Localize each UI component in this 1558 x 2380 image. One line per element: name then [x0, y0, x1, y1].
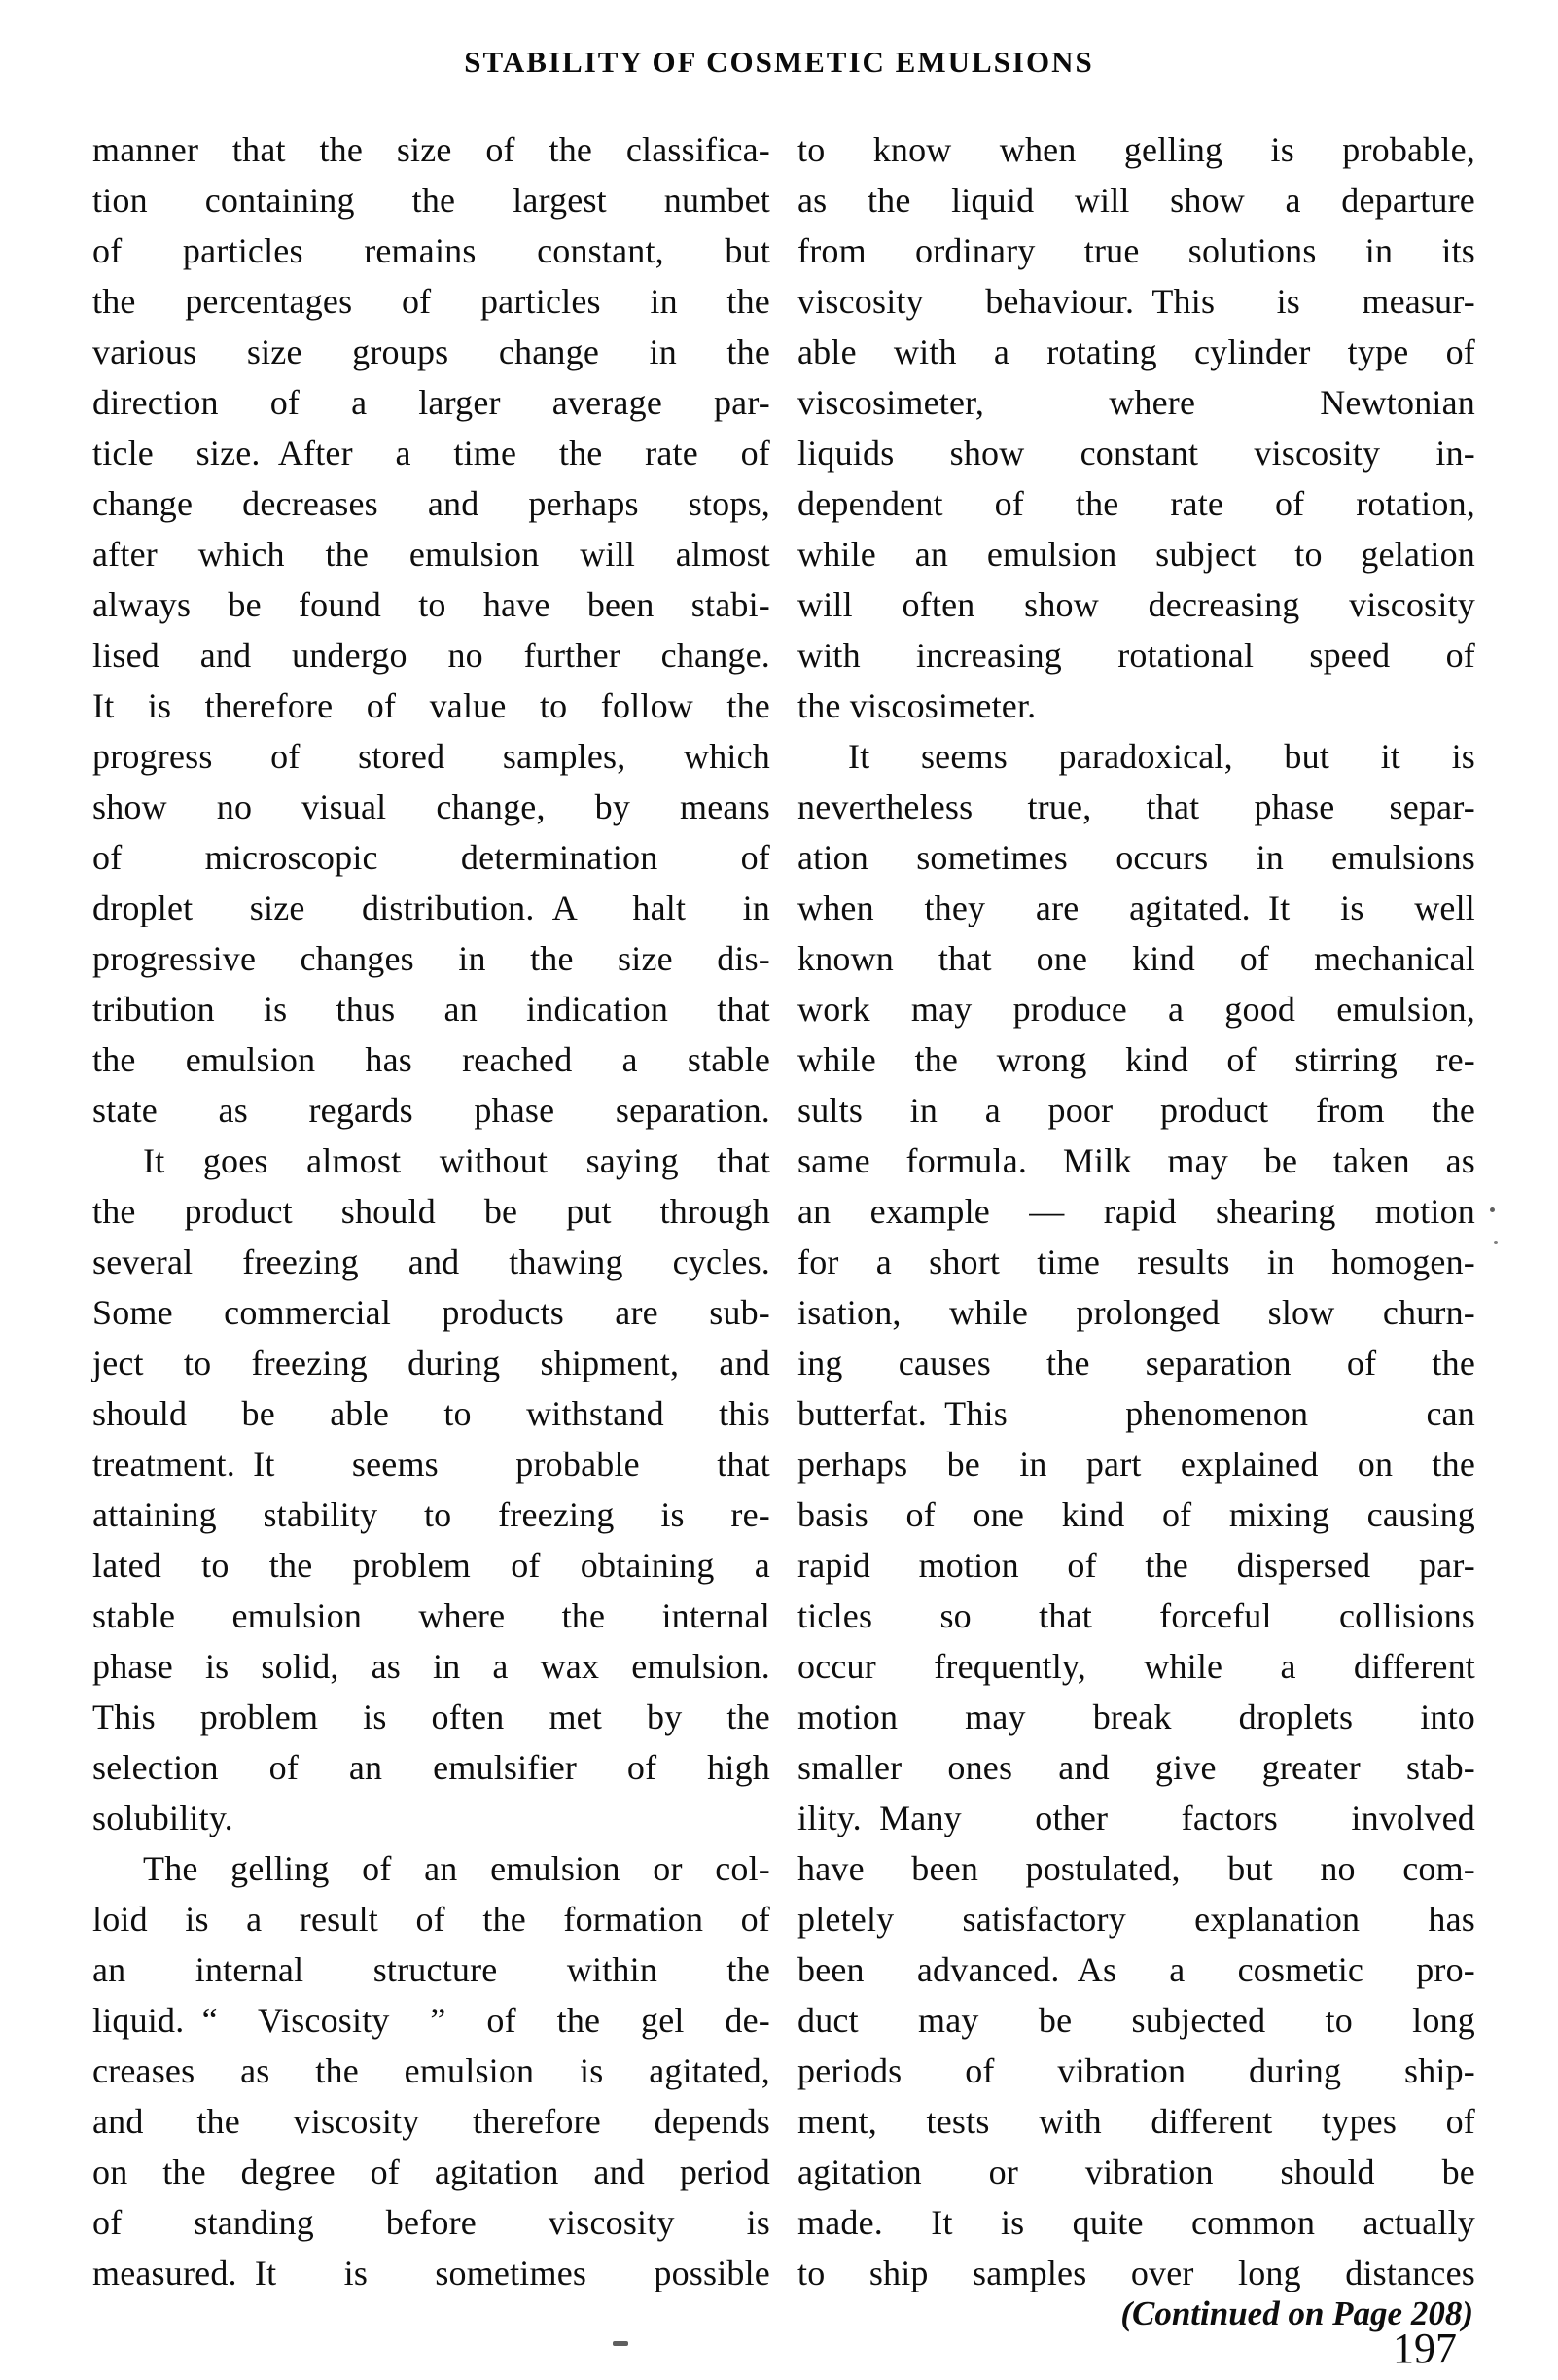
- text-line: for a short time results in homogen-: [797, 1242, 1475, 1281]
- text-line: progressive changes in the size dis-: [92, 939, 770, 978]
- text-line: pletely satisfactory explanation has: [797, 1900, 1475, 1939]
- text-line: always be found to have been stabi-: [92, 585, 770, 624]
- text-line: tribution is thus an indication that: [92, 990, 770, 1029]
- text-line: able with a rotating cylinder type of: [797, 332, 1475, 371]
- text-line: solubility.: [92, 1799, 233, 1838]
- text-line: phase is solid, as in a wax emulsion.: [92, 1647, 770, 1686]
- text-line: It seems paradoxical, but it is: [848, 737, 1475, 776]
- text-line: duct may be subjected to long: [797, 2001, 1475, 2040]
- text-line: to ship samples over long distances: [797, 2254, 1475, 2292]
- text-line: change decreases and perhaps stops,: [92, 484, 770, 523]
- scan-artifact: [1494, 1241, 1498, 1244]
- text-line: to know when gelling is probable,: [797, 130, 1475, 169]
- text-line: of standing before viscosity is: [92, 2203, 770, 2242]
- text-line: ticles so that forceful collisions: [797, 1596, 1475, 1635]
- text-line: lised and undergo no further change.: [92, 636, 770, 675]
- text-line: state as regards phase separation.: [92, 1091, 770, 1130]
- text-line: the viscosimeter.: [797, 686, 1037, 725]
- text-line: same formula. Milk may be taken as: [797, 1141, 1475, 1180]
- text-line: agitation or vibration should be: [797, 2152, 1475, 2191]
- text-line: smaller ones and give greater stab-: [797, 1748, 1475, 1787]
- text-line: have been postulated, but no com-: [797, 1849, 1475, 1888]
- text-line: ject to freezing during shipment, and: [92, 1344, 770, 1382]
- text-line: stable emulsion where the internal: [92, 1596, 770, 1635]
- text-line: liquids show constant viscosity in-: [797, 434, 1475, 472]
- text-line: sults in a poor product from the: [797, 1091, 1475, 1130]
- text-line: the emulsion has reached a stable: [92, 1040, 770, 1079]
- text-line: of microscopic determination of: [92, 838, 770, 877]
- scan-artifact: [1490, 1208, 1495, 1212]
- text-line: attaining stability to freezing is re-: [92, 1495, 770, 1534]
- right-column: [797, 124, 1475, 2298]
- text-line: on the degree of agitation and period: [92, 2152, 770, 2191]
- text-line: progress of stored samples, which: [92, 737, 770, 776]
- scan-artifact: [613, 2341, 628, 2346]
- page-number: 197: [1393, 2325, 1457, 2372]
- text-line: ing causes the separation of the: [797, 1344, 1475, 1382]
- text-line: work may produce a good emulsion,: [797, 990, 1475, 1029]
- text-line: perhaps be in part explained on the: [797, 1445, 1475, 1484]
- text-line: periods of vibration during ship-: [797, 2051, 1475, 2090]
- text-line: from ordinary true solutions in its: [797, 231, 1475, 270]
- text-line: known that one kind of mechanical: [797, 939, 1475, 978]
- text-line: as the liquid will show a departure: [797, 181, 1475, 220]
- text-line: liquid. “ Viscosity ” of the gel de-: [92, 2001, 770, 2040]
- text-line: manner that the size of the classifica-: [92, 130, 770, 169]
- text-line: ation sometimes occurs in emulsions: [797, 838, 1475, 877]
- text-line: while the wrong kind of stirring re-: [797, 1040, 1475, 1079]
- text-line: rapid motion of the dispersed par-: [797, 1546, 1475, 1585]
- text-line: and the viscosity therefore depends: [92, 2102, 770, 2141]
- text-line: Some commercial products are sub-: [92, 1293, 770, 1332]
- text-line: lated to the problem of obtaining a: [92, 1546, 770, 1585]
- text-line: butterfat. This phenomenon can: [797, 1394, 1475, 1433]
- text-line: measured. It is sometimes possible: [92, 2254, 770, 2292]
- page-title: STABILITY OF COSMETIC EMULSIONS: [464, 45, 1094, 79]
- text-line: nevertheless true, that phase separ-: [797, 788, 1475, 826]
- text-line: made. It is quite common actually: [797, 2203, 1475, 2242]
- text-line: tion containing the largest numbet: [92, 181, 770, 220]
- text-line: viscosimeter, where Newtonian: [797, 383, 1475, 422]
- text-line: show no visual change, by means: [92, 788, 770, 826]
- text-line: should be able to withstand this: [92, 1394, 770, 1433]
- text-line: with increasing rotational speed of: [797, 636, 1475, 675]
- text-line: an internal structure within the: [92, 1950, 770, 1989]
- text-line: The gelling of an emulsion or col-: [143, 1849, 770, 1888]
- text-line: This problem is often met by the: [92, 1698, 770, 1736]
- text-line: droplet size distribution. A halt in: [92, 889, 770, 928]
- text-line: It goes almost without saying that: [143, 1141, 770, 1180]
- text-line: loid is a result of the formation of: [92, 1900, 770, 1939]
- text-line: while an emulsion subject to gelation: [797, 535, 1475, 574]
- text-line: will often show decreasing viscosity: [797, 585, 1475, 624]
- text-line: after which the emulsion will almost: [92, 535, 770, 574]
- text-line: motion may break droplets into: [797, 1698, 1475, 1736]
- text-line: ility. Many other factors involved: [797, 1799, 1475, 1838]
- text-line: several freezing and thawing cycles.: [92, 1242, 770, 1281]
- text-line: been advanced. As a cosmetic pro-: [797, 1950, 1475, 1989]
- text-line: various size groups change in the: [92, 332, 770, 371]
- text-line: ment, tests with different types of: [797, 2102, 1475, 2141]
- text-line: of particles remains constant, but: [92, 231, 770, 270]
- text-line: dependent of the rate of rotation,: [797, 484, 1475, 523]
- text-line: basis of one kind of mixing causing: [797, 1495, 1475, 1534]
- text-line: isation, while prolonged slow churn-: [797, 1293, 1475, 1332]
- text-line: occur frequently, while a different: [797, 1647, 1475, 1686]
- continued-note: (Continued on Page 208): [1120, 2294, 1473, 2332]
- text-line: the percentages of particles in the: [92, 282, 770, 321]
- text-line: when they are agitated. It is well: [797, 889, 1475, 928]
- text-line: creases as the emulsion is agitated,: [92, 2051, 770, 2090]
- text-line: direction of a larger average par-: [92, 383, 770, 422]
- text-line: an example — rapid shearing motion: [797, 1192, 1475, 1231]
- text-line: It is therefore of value to follow the: [92, 686, 770, 725]
- text-line: ticle size. After a time the rate of: [92, 434, 770, 472]
- left-column: [92, 124, 770, 2298]
- text-line: selection of an emulsifier of high: [92, 1748, 770, 1787]
- text-line: treatment. It seems probable that: [92, 1445, 770, 1484]
- text-line: viscosity behaviour. This is measur-: [797, 282, 1475, 321]
- text-line: the product should be put through: [92, 1192, 770, 1231]
